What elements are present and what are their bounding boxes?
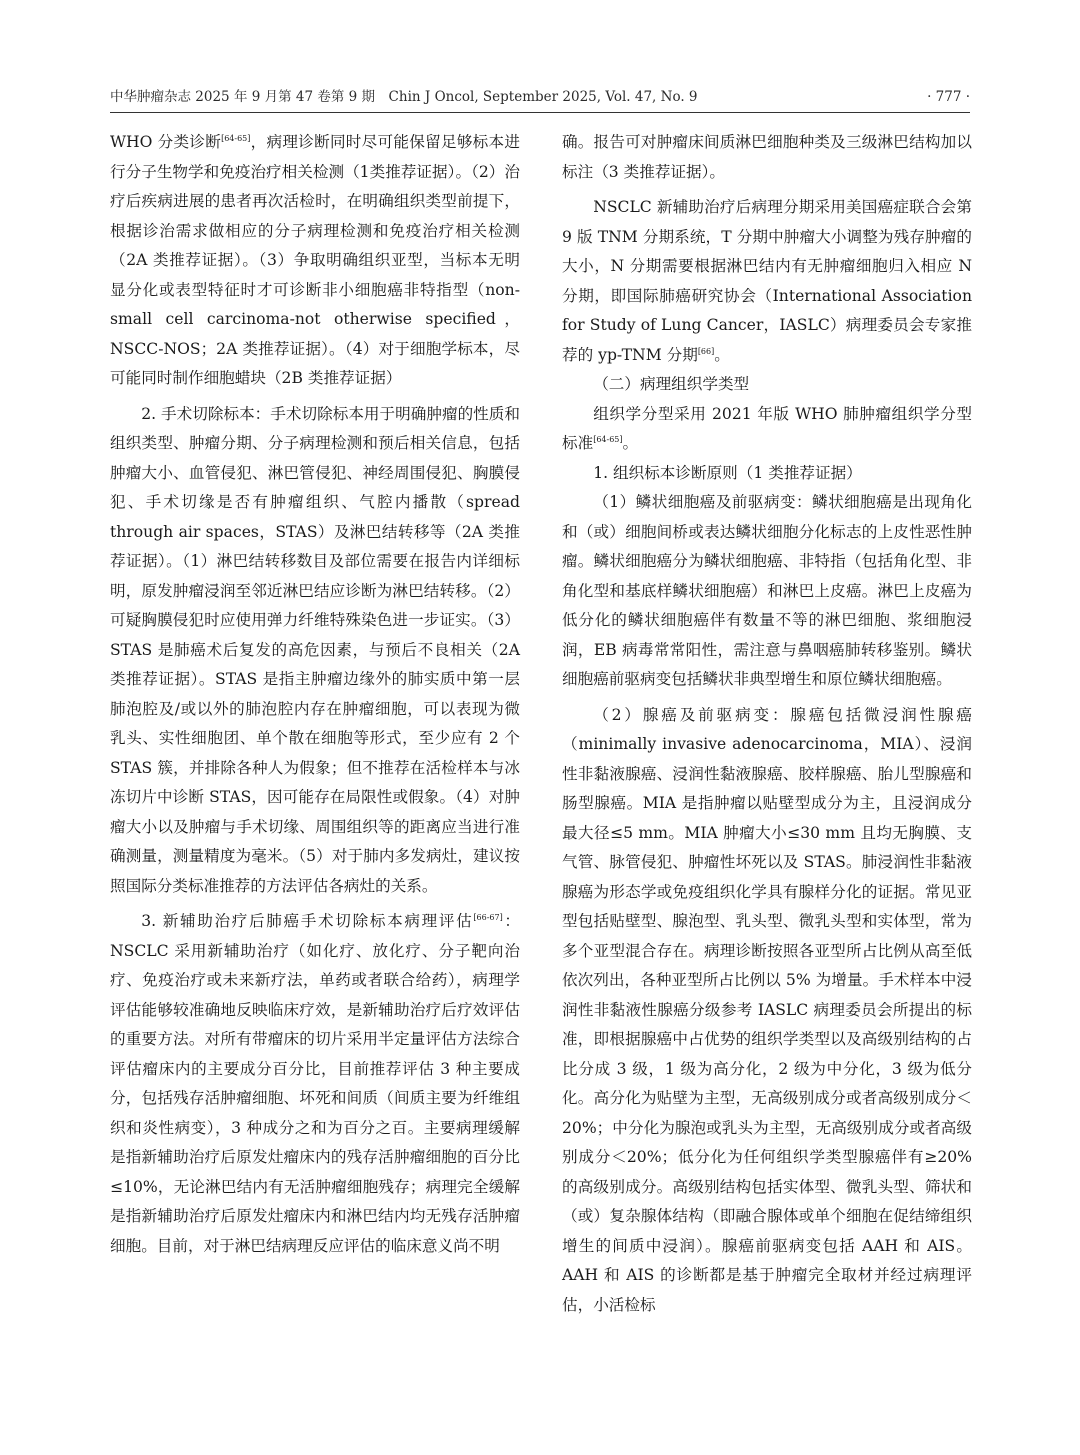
paragraph-neoadjuvant-assessment: 3. 新辅助治疗后肺癌手术切除标本病理评估[66-67]：NSCLC 采用新辅助治疗（如化疗、放化疗、分子靶向治疗、免疫治疗或未来新疗法，单药或者联合给药），病理学评估能够较准确地反映临床疗效，是新辅助治疗后疗效评估的重要方法。对所有带瘤床的切片采用半定量评估方法综合评估瘤床内的主要成分百分比，目前推荐评估 3 种主要成分，包括残存活肿瘤细胞、坏死和间质（间质主要为纤维组织和炎性病变），3 种成分之和为百分之百。主要病理缓解是指新辅助治疗后原发灶瘤床内的残存活肿瘤细胞的百分比≤10%，无论淋巴结内有无活肿瘤细胞残存；病理完全缓解是指新辅助治疗后原发灶瘤床内和淋巴结内均无残存活肿瘤细胞。目前，对于淋巴结病理反应评估的临床意义尚不明 (110, 912, 520, 1255)
paragraph-surgical-specimen: 2. 手术切除标本：手术切除标本用于明确肿瘤的性质和组织类型、肿瘤分期、分子病理检测和预后相关信息，包括肿瘤大小、血管侵犯、淋巴管侵犯、神经周围侵犯、胸膜侵犯、手术切缘是否有肿瘤组织、气腔内播散（spread through air spaces，STAS）及淋巴结转移等（2A 类推荐证据）。（1）淋巴结转移数目及部位需要在报告内详细标明，原发肿瘤浸润至邻近淋巴结应诊断为淋巴结转移。（2）可疑胸膜侵犯时应使用弹力纤维特殊染色进一步证实。（3）STAS 是肺癌术后复发的高危因素，与预后不良相关（2A 类推荐证据）。STAS 是指主肿瘤边缘外的肺实质中第一层肺泡腔及/或以外的肺泡腔内存在肿瘤细胞，可以表现为微乳头、实性细胞团、单个散在细胞等形式，至少应有 2 个 STAS 簇，并排除各种人为假象；但不推荐在活检样本与冰冻切片中诊断 STAS，因可能存在局限性或假象。（4）对肿瘤大小以及肿瘤与手术切缘、周围组织等的距离应当进行准确测量，测量精度为毫米。（5）对于肺内多发病灶，建议按照国际分类标准推荐的方法评估各病灶的关系。 (110, 404, 520, 895)
subheading-diagnostic-principles: 1. 组织标本诊断原则（1 类推荐证据） (593, 463, 862, 482)
paragraph-squamous-cell-carcinoma: （1）鳞状细胞癌及前驱病变：鳞状细胞癌是出现角化和（或）细胞间桥或表达鳞状细胞分化标志的上皮性恶性肿瘤。鳞状细胞癌分为鳞状细胞癌、非特指（包括角化型、非角化型和基底样鳞状细胞癌）和淋巴上皮癌。淋巴上皮癌为低分化的鳞状细胞癌伴有数量不等的淋巴细胞、浆细胞浸润，EB 病毒常常阳性，需注意与鼻咽癌肺转移鉴别。鳞状细胞癌前驱病变包括鳞状非典型增生和原位鳞状细胞癌。 (562, 493, 972, 688)
page-number: · 777 · (927, 89, 970, 105)
paragraph-adenocarcinoma: （2）腺癌及前驱病变：腺癌包括微浸润性腺癌（minimally invasive adenocarcinoma，MIA）、浸润性非黏液腺癌、浸润性黏液腺癌、胶样腺癌、胎儿型腺癌和肠型腺癌。MIA 是指肿瘤以贴壁型成分为主，且浸润成分最大径≤5 mm。MIA 肿瘤大小≤30 mm 且均无胸膜、支气管、脉管侵犯、肿瘤性坏死以及 STAS。肺浸润性非黏液腺癌为形态学或免疫组织化学具有腺样分化的证据。常见亚型包括贴壁型、腺泡型、乳头型、微乳头型和实体型，常为多个亚型混合存在。病理诊断按照各亚型所占比例从高至低依次列出，各种亚型所占比例以 5% 为增量。手术样本中浸润性非黏液性腺癌分级参考 IASLC 病理委员会所提出的标准，即根据腺癌中占优势的组织学类型以及高级别结构的占比分成 3 级，1 级为高分化，2 级为中分化，3 级为低分化。高分化为贴壁为主型，无高级别成分或者高级别成分＜20%；中分化为腺泡或乳头为主型，无高级别成分或者高级别成分＜20%；低分化为任何组织学类型腺癌伴有≥20% 的高级别成分。高级别结构包括实体型、微乳头型、筛状和（或）复杂腺体结构（即融合腺体或单个细胞在促结缔组织增生的间质中浸润）。腺癌前驱病变包括 AAH 和 AIS。AAH 和 AIS 的诊断都是基于肿瘤完全取材并经过病理评估，小活检标 (562, 705, 972, 1314)
journal-citation: 中华肿瘤杂志 2025 年 9 月第 47 卷第 9 期 Chin J Oncol, September 2025, Vol. 47, No. 9 (110, 89, 698, 105)
running-header (110, 86, 970, 108)
paragraph-who-classification: 组织学分型采用 2021 年版 WHO 肺肿瘤组织学分型标准[64-65]。 (562, 404, 972, 452)
citation: [64-65] (593, 434, 623, 444)
section-heading-histology: （二）病理组织学类型 (593, 375, 750, 393)
citation: [66] (697, 346, 715, 356)
right-column (562, 128, 972, 1320)
paragraph-biopsy-continued: WHO 分类诊断[64-65]，病理诊断同时尽可能保留足够标本进行分子生物学和免疫治疗相关检测（1类推荐证据）。（2）治疗后疾病进展的患者再次活检时，在明确组织类型前提下，根据诊治需求做相应的分子病理检测和免疫治疗相关检测（2A 类推荐证据）。（3）争取明确组织亚型，当标本无明显分化或表型特征时才可诊断非小细胞癌非特指型（non-small cell carcinoma-not otherwise specified，NSCC-NOS；2A 类推荐证据）。（4）对于细胞学标本，尽可能同时制作细胞蜡块（2B 类推荐证据） (110, 133, 520, 387)
header-rule (110, 112, 970, 113)
left-column (110, 128, 520, 1261)
paragraph-yp-tnm-staging: NSCLC 新辅助治疗后病理分期采用美国癌症联合会第 9 版 TNM 分期系统，T 分期中肿瘤大小调整为残存肿瘤的大小，N 分期需要根据淋巴结内有无肿瘤细胞归入相应 N 分期，即国际肺癌研究协会（International Association for Study of Lung Cancer，IASLC）病理委员会专家推荐的 yp-TNM 分期[66]。 (562, 198, 972, 364)
paragraph-neoadjuvant-continued: 确。报告可对肿瘤床间质淋巴细胞种类及三级淋巴结构加以标注（3 类推荐证据）。 (562, 133, 972, 181)
citation: [66-67] (473, 912, 503, 922)
citation: [64-65] (221, 133, 251, 143)
